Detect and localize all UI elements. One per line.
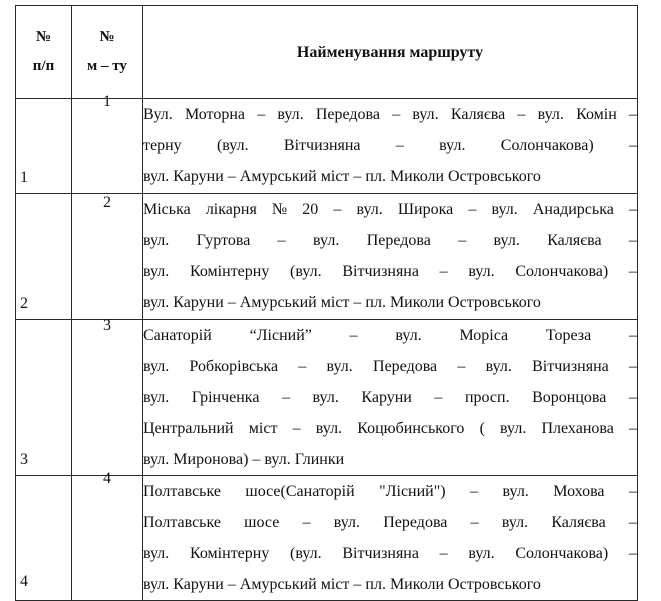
route-word: Вітчизняна xyxy=(283,137,361,154)
route-word: Вітчизняна xyxy=(342,545,419,562)
route-name-line xyxy=(143,538,637,569)
route-word: – xyxy=(628,201,637,218)
route-word: вул. xyxy=(485,358,512,375)
route-word: вул. xyxy=(143,545,170,562)
route-name-cell xyxy=(143,320,638,476)
sequence-number-cell: 2 xyxy=(16,194,72,320)
route-word: вул. xyxy=(412,106,439,123)
route-word: Моріса xyxy=(459,327,509,344)
route-word: вул. xyxy=(501,514,529,531)
route-word: Солончакова) xyxy=(515,263,609,280)
sequence-number-cell: 3 xyxy=(16,320,72,476)
route-word: вул. xyxy=(333,514,361,531)
route-word: вул. xyxy=(439,137,466,154)
table-row xyxy=(16,194,638,320)
route-word: – xyxy=(257,106,266,123)
route-word: Передова xyxy=(383,514,448,531)
route-name-line xyxy=(143,320,637,351)
route-word: вул. xyxy=(143,358,170,375)
routes-table xyxy=(15,5,638,601)
route-word: – xyxy=(628,263,637,280)
route-number-cell: 1 xyxy=(72,99,143,194)
route-word: Солончакова) xyxy=(500,137,594,154)
route-word: вул. xyxy=(468,545,495,562)
sequence-number-cell: 1 xyxy=(16,99,72,194)
route-name-cell xyxy=(143,476,638,601)
route-word: вул. xyxy=(326,358,353,375)
route-word: Широка xyxy=(397,201,454,218)
header-sequence-number: № п/п xyxy=(16,6,72,99)
route-word: вул. xyxy=(277,106,304,123)
route-word: Анадирська xyxy=(532,201,614,218)
route-word: – xyxy=(468,201,477,218)
route-name-line xyxy=(143,476,637,507)
route-word: Полтавське xyxy=(143,483,221,500)
route-word: вул. xyxy=(500,420,527,437)
route-word: – xyxy=(628,137,637,154)
route-word: – xyxy=(277,232,286,249)
route-name-line xyxy=(143,99,637,130)
route-word: вул. xyxy=(143,232,170,249)
route-word: Вітчизняна xyxy=(532,358,609,375)
route-word: вул. xyxy=(468,263,495,280)
route-word: – xyxy=(349,327,358,344)
route-word: Моторна xyxy=(184,106,245,123)
route-name-line xyxy=(143,194,637,225)
route-word: – xyxy=(281,389,290,406)
route-word: Гуртова xyxy=(196,232,251,249)
route-name-line xyxy=(143,507,637,538)
route-word: – xyxy=(628,545,637,562)
route-word: – xyxy=(292,420,301,437)
route-word: "Лісний") xyxy=(379,483,446,500)
route-word: Воронцова xyxy=(532,389,607,406)
route-word: Каляєва xyxy=(450,106,506,123)
route-word: Санаторій xyxy=(143,327,212,344)
route-word: ( xyxy=(479,420,485,437)
route-word: вул. xyxy=(356,201,383,218)
route-word: вул. xyxy=(313,232,340,249)
route-name-line: вул. Каруни – Амурський міст – пл. Миколи Островського xyxy=(143,294,541,311)
route-word: – xyxy=(628,106,637,123)
table-header-row xyxy=(16,6,638,99)
route-word: – xyxy=(628,327,637,344)
route-word: № xyxy=(271,201,288,218)
route-name-cell xyxy=(143,99,638,194)
route-word: (вул. xyxy=(290,545,322,562)
route-word: вул. xyxy=(143,263,170,280)
route-name-line: вул. Миронова) – вул. Глинки xyxy=(143,451,345,468)
route-word: Каляєва xyxy=(547,232,602,249)
route-name-line xyxy=(143,256,637,287)
route-word: терну xyxy=(143,137,182,154)
route-word: Солончакова) xyxy=(515,545,609,562)
route-name-cell xyxy=(143,194,638,320)
route-word: – xyxy=(439,545,448,562)
route-name-line: вул. Каруни – Амурський міст – пл. Миколи Островського xyxy=(143,576,541,593)
route-word: Коцюбинського xyxy=(357,420,465,437)
route-word: вул. xyxy=(491,201,518,218)
route-word: – xyxy=(628,514,637,531)
route-word: Передова xyxy=(315,106,380,123)
table-row xyxy=(16,320,638,476)
route-word: – xyxy=(434,389,443,406)
route-word: Центральний xyxy=(143,420,234,437)
route-word: (вул. xyxy=(290,263,322,280)
route-word: лікарня xyxy=(205,201,257,218)
route-word: 20 xyxy=(302,201,319,218)
route-word: – xyxy=(628,483,637,500)
route-word: вул. xyxy=(493,232,520,249)
route-word: – xyxy=(457,358,466,375)
route-word: – xyxy=(392,106,401,123)
route-word: вул. xyxy=(537,106,564,123)
route-number-cell: 2 xyxy=(72,194,143,320)
route-word: вул. xyxy=(395,327,422,344)
route-word: Каруни xyxy=(361,389,412,406)
route-name-line xyxy=(143,225,637,256)
route-name-line xyxy=(143,130,637,161)
route-word: Мохова xyxy=(553,483,605,500)
route-word: Міська xyxy=(143,201,191,218)
route-word: Комін xyxy=(576,106,617,123)
route-word: – xyxy=(628,420,637,437)
route-word: Передова xyxy=(373,358,438,375)
route-name-line: вул. Каруни – Амурський міст – пл. Миколи Островського xyxy=(143,168,541,185)
route-word: вул. xyxy=(143,389,170,406)
route-word: просп. xyxy=(464,389,510,406)
header-route-name: Найменування маршруту xyxy=(143,6,638,99)
route-word: – xyxy=(302,514,311,531)
route-word: – xyxy=(517,106,526,123)
route-word: Грінченка xyxy=(191,389,260,406)
route-word: Каляєва xyxy=(551,514,606,531)
route-word: “Лісний” xyxy=(249,327,312,344)
route-name-line xyxy=(143,351,637,382)
route-word: – xyxy=(298,358,307,375)
table-row xyxy=(16,476,638,601)
route-word: Полтавське xyxy=(143,514,221,531)
route-word: – xyxy=(628,358,637,375)
route-word: – xyxy=(470,483,479,500)
route-word: – xyxy=(628,232,637,249)
route-word: – xyxy=(333,201,342,218)
route-word: вул. xyxy=(315,420,343,437)
route-word: Вітчизняна xyxy=(342,263,419,280)
route-word: Передова xyxy=(366,232,431,249)
route-name-line xyxy=(143,413,637,444)
route-word: міст xyxy=(248,420,278,437)
route-word: Вул. xyxy=(143,106,173,123)
route-number-cell: 4 xyxy=(72,476,143,601)
route-word: – xyxy=(470,514,479,531)
sequence-number-cell: 4 xyxy=(16,476,72,601)
route-word: вул. xyxy=(312,389,339,406)
route-word: вул. xyxy=(502,483,529,500)
route-name-line xyxy=(143,382,637,413)
route-word: Плеханова xyxy=(541,420,614,437)
table-row xyxy=(16,99,638,194)
header-route-number: № м – ту xyxy=(72,6,143,99)
route-word: шосе(Санаторій xyxy=(245,483,355,500)
route-word: Тореза xyxy=(545,327,592,344)
route-word: – xyxy=(395,137,404,154)
route-word: Комінтерну xyxy=(189,545,270,562)
route-word: шосе xyxy=(244,514,280,531)
route-word: – xyxy=(439,263,448,280)
route-word: – xyxy=(458,232,467,249)
route-word: Комінтерну xyxy=(189,263,270,280)
route-word: Робкорівська xyxy=(189,358,279,375)
route-word: (вул. xyxy=(216,137,249,154)
route-word: – xyxy=(628,389,637,406)
route-number-cell: 3 xyxy=(72,320,143,476)
